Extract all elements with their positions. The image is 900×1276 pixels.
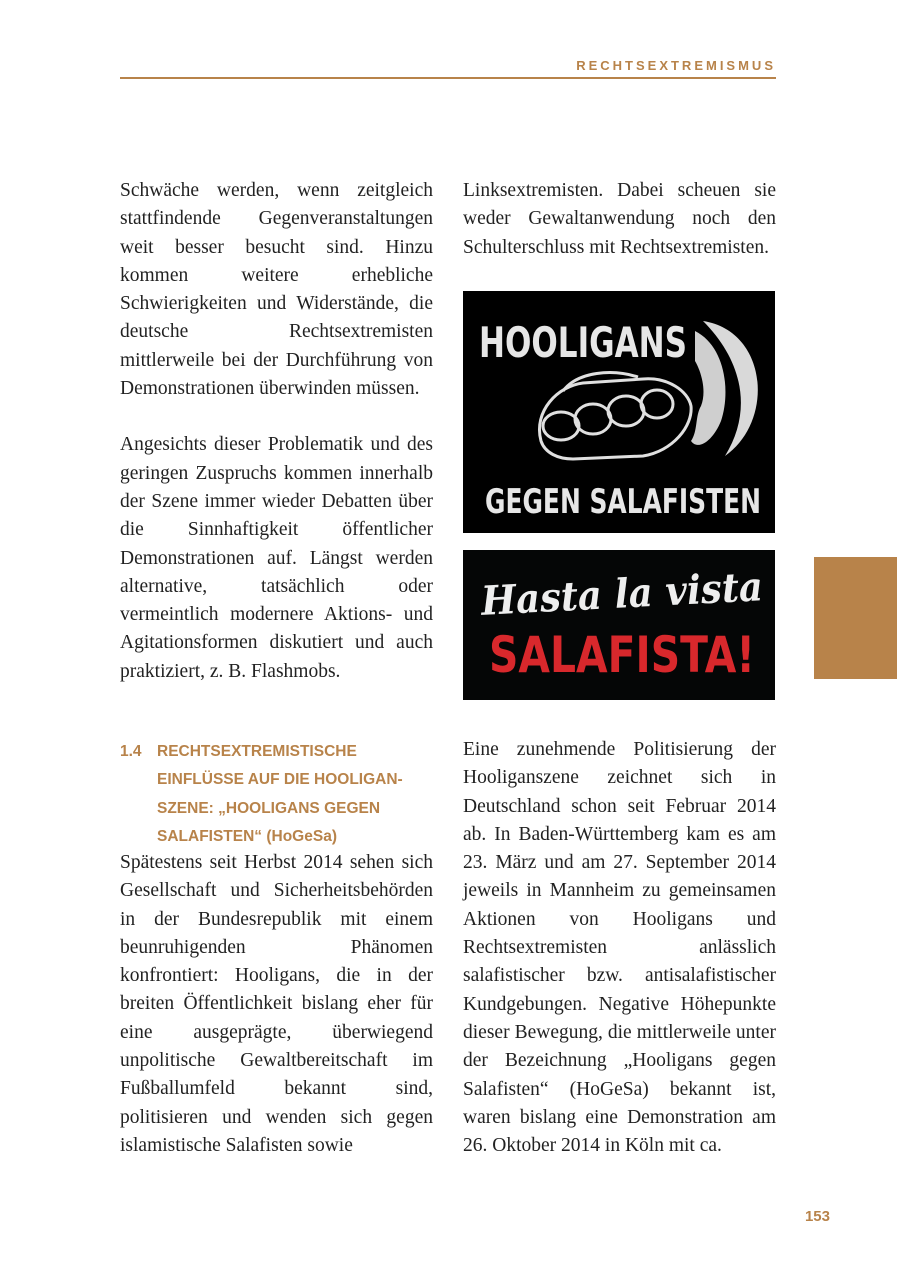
right-column-top xyxy=(463,177,776,262)
paragraph-hooligans-phenomenon: Spätestens seit Herbst 2014 sehen sich Gesellschaft und Sicherheitsbehörden in der Bundesrepublik mit einem beunruhigenden Phänomen konfrontiert: Hooligans, die in der breiten Öffentlichkeit bislang eher für eine ausgeprägte, überwiegend unpolitische Gewaltbereitschaft im Fußballumfeld bekannt sind, politisieren und wenden sich gegen islamistische Salafisten sowie xyxy=(120,852,433,1156)
paragraph-debates: Angesichts dieser Problematik und des geringen Zuspruchs kommen innerhalb der Szene immer wieder Debatten über die Sinnhaftigkeit öffentlicher Demonstrationen auf. Längst werden alternative, tatsächlich oder vermeintlich modernere Aktions- und Agitationsformen diskutiert und auch praktiziert, z. B. Flashmobs. xyxy=(120,434,433,682)
left-column-top xyxy=(120,177,433,686)
patch1-top-text: HOOLIGANS xyxy=(479,318,687,367)
patch1-bottom-text: GEGEN SALAFISTEN xyxy=(485,482,761,522)
hooligans-patch-graphic xyxy=(463,291,775,533)
header-rule xyxy=(120,77,776,79)
paragraph-weakness: Schwäche werden, wenn zeitgleich stattfindende Gegenveranstaltungen weit besser besucht sind. Hinzu kommen weitere erhebliche Schwierigkeiten und Widerstände, die deutsche Rechtsextremisten mittlerweile bei der Durchführung von Demonstrationen überwinden müssen. xyxy=(120,180,433,400)
section-heading xyxy=(120,738,440,851)
section-heading-line2: EINFLÜSSE AUF DIE HOOLIGAN- xyxy=(157,771,403,789)
hooligans-gegen-salafisten-patch-image xyxy=(463,291,775,533)
running-head: RECHTSEXTREMISMUS xyxy=(576,58,776,73)
section-heading-line1: RECHTSEXTREMISTISCHE xyxy=(157,743,357,760)
section-number: 1.4 xyxy=(120,743,142,760)
salafista-patch-graphic xyxy=(463,550,787,700)
right-column-bottom xyxy=(463,736,776,1160)
page-number: 153 xyxy=(804,1208,830,1225)
chapter-side-tab xyxy=(814,557,897,679)
paragraph-linksextremisten: Linksextremisten. Dabei scheuen sie weder Gewaltanwendung noch den Schulterschluss mit Rechtsextremisten. xyxy=(463,180,776,258)
section-heading-line4: SALAFISTEN“ (HoGeSa) xyxy=(157,827,337,845)
section-heading-line3: SZENE: „HOOLIGANS GEGEN xyxy=(157,799,381,817)
patch2-line1-text: Hasta la vista xyxy=(479,561,787,625)
hasta-la-vista-salafista-patch-image xyxy=(463,550,787,700)
patch2-line2-text: SALAFISTA! xyxy=(489,626,755,684)
paragraph-politicisation: Eine zunehmende Politisierung der Hooliganszene zeichnet sich in Deutschland schon seit Februar 2014 ab. In Baden-Württemberg kam es am 23. März und am 27. September 2014 jeweils in Mannheim zu gemeinsamen Aktionen von Hooligans und Rechtsextremisten anlässlich salafistischer bzw. antisalafistischer Kundgebungen. Negative Höhepunkte dieser Bewegung, die mittlerweile unter der Bezeichnung „Hooligans gegen Salafisten“ (HoGeSa) bekannt ist, waren bislang eine Demonstration am 26. Oktober 2014 in Köln mit ca. xyxy=(463,739,776,1157)
left-column-bottom xyxy=(120,849,433,1160)
